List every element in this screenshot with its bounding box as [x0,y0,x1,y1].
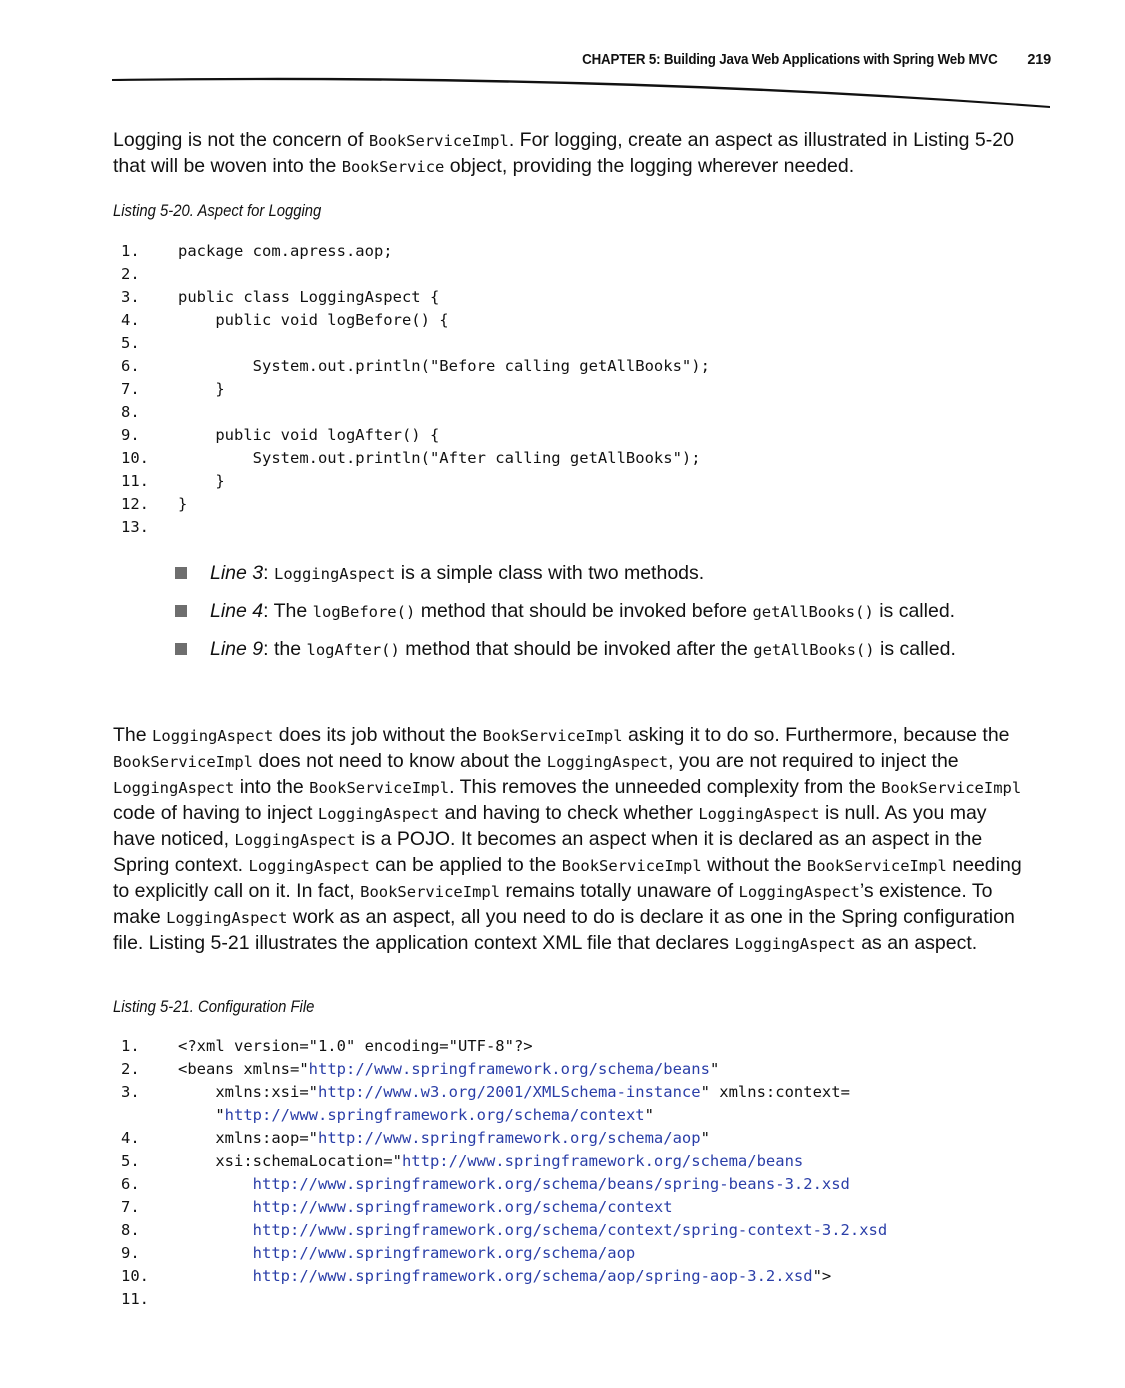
code-url: http://www.springframework.org/schema/aop/spring-aop-3.2.xsd [252,1267,813,1285]
paragraph-text: as an aspect. [855,932,978,954]
code-line [113,1150,1073,1173]
bullet-text: is called. [874,638,956,660]
listing-title: Listing 5-20. Aspect for Logging [113,202,322,220]
paragraph-text: is null. As you may have noticed, [113,802,987,850]
line-number: 1. [121,242,140,260]
code-url: http://www.w3.org/2001/XMLSchema-instance [317,1083,701,1101]
code-text [178,1127,1073,1150]
code-text: public class LoggingAspect { [178,288,440,306]
bullet-item [175,599,965,625]
bullet-text: method that should be invoked after the [399,638,754,660]
code-line [113,493,1073,516]
bullet-text: : The [263,600,313,622]
inline-code: LoggingAspect [546,753,669,771]
inline-code: BookServiceImpl [368,132,509,150]
code-fragment: " [178,1106,225,1124]
code-url: http://www.springframework.org/schema/context [224,1106,645,1124]
bullet-item [175,637,965,663]
code-text: } [178,380,225,398]
code-fragment: xsi:schemaLocation=" [178,1152,402,1170]
paragraph-text: does not need to know about the [252,750,547,772]
line-number: 10. [121,1267,149,1285]
bullet-label: Line 3 [210,562,264,584]
code-text: public void logAfter() { [178,426,440,444]
inline-code: logBefore() [312,603,416,621]
code-fragment: " [700,1129,710,1147]
code-text: System.out.println("Before calling getAllBooks"); [178,357,710,375]
code-text [178,263,1073,286]
code-fragment: " [644,1106,654,1124]
code-text [178,1219,1073,1242]
code-url: http://www.springframework.org/schema/beans [401,1152,804,1170]
inline-code: LoggingAspect [113,779,235,797]
paragraph-text: into the [234,776,310,798]
code-url: http://www.springframework.org/schema/beans [308,1060,710,1078]
inline-code: LoggingAspect [738,883,860,901]
code-text [178,401,1073,424]
code-line [113,1081,1073,1104]
code-url: http://www.springframework.org/schema/beans/spring-beans-3.2.xsd [252,1175,850,1193]
line-number: 2. [121,265,140,283]
inline-code: logAfter() [306,641,400,659]
square-bullet-icon [175,643,187,655]
inline-code: LoggingAspect [152,727,274,745]
paragraph-text: ’s existence. To make [113,880,993,928]
code-line [113,286,1073,309]
paragraph-text: can be applied to the [369,854,562,876]
inline-code: BookServiceImpl [806,857,947,875]
code-fragment [178,1267,253,1285]
code-line [113,1058,1073,1081]
square-bullet-icon [175,567,187,579]
code-text: public void logBefore() { [178,311,449,329]
line-number: 6. [121,1175,140,1193]
bullet-list [175,561,965,675]
bullet-text: is a simple class with two methods. [395,562,705,584]
line-number: 8. [121,403,140,421]
code-line [113,516,1073,539]
paragraph-text: , you are not required to inject the [668,750,959,772]
line-number: 13. [121,518,149,536]
intro-text: Logging is not the concern of [113,129,369,151]
code-listing-config [113,1035,1073,1311]
paragraph-text: work as an aspect, all you need to do is declare it as one in the Spring configuration file. Listing 5-21 illustrates the application context XML file that declares [113,906,1015,954]
line-number [113,1104,178,1127]
inline-code: BookServiceImpl [360,883,501,901]
code-line [113,1104,1073,1127]
line-number: 3. [121,288,140,306]
code-line [113,1173,1073,1196]
body-paragraph [113,723,1028,957]
line-number: 4. [121,1129,140,1147]
inline-code: LoggingAspect [234,831,356,849]
code-line [113,1219,1073,1242]
inline-code: LoggingAspect [734,935,856,953]
line-number: 5. [121,334,140,352]
code-fragment: <beans xmlns=" [178,1060,309,1078]
code-fragment: " [709,1060,720,1078]
inline-code: LoggingAspect [317,805,440,823]
code-text [178,1104,1073,1127]
code-url: http://www.springframework.org/schema/aop [317,1129,701,1147]
code-url: http://www.springframework.org/schema/aop [252,1244,636,1262]
line-number: 10. [121,449,149,467]
code-line [113,355,1073,378]
intro-text: . For logging, create an aspect as illustrated in Listing 5-20 that will be woven into the [113,129,1014,177]
code-fragment [178,1221,253,1239]
code-line [113,332,1073,355]
code-line [113,240,1073,263]
code-url: http://www.springframework.org/schema/context [252,1198,673,1216]
page-number: 219 [1027,52,1051,68]
code-text [178,1196,1073,1219]
paragraph-text: The [113,724,153,746]
code-line [113,263,1073,286]
code-line [113,447,1073,470]
paragraph-text: needing to explicitly call on it. In fact, [113,854,1022,902]
line-number: 2. [121,1060,140,1078]
code-line [113,424,1073,447]
code-line [113,1127,1073,1150]
line-number: 4. [121,311,140,329]
code-text [178,1035,1073,1058]
code-line [113,309,1073,332]
bullet-label: Line 9 [210,638,264,660]
code-fragment: xmlns:xsi=" [178,1083,318,1101]
bullet-text: is called. [873,600,956,622]
inline-code: LoggingAspect [698,805,820,823]
code-fragment [178,1198,253,1216]
line-number: 1. [121,1037,140,1055]
line-number: 3. [121,1083,140,1101]
code-line [113,1196,1073,1219]
paragraph-text: code of having to inject [113,802,318,824]
inline-code: BookService [341,158,445,176]
line-number: 11. [121,472,149,490]
code-line [113,1288,1073,1311]
bullet-text: : [263,562,274,584]
code-line [113,1265,1073,1288]
code-text [178,1242,1073,1265]
code-fragment: " xmlns:context= [700,1083,850,1101]
line-number: 9. [121,1244,140,1262]
code-text: System.out.println("After calling getAllBooks"); [178,449,701,467]
bullet-label: Line 4 [210,600,264,622]
line-number: 7. [121,1198,140,1216]
code-fragment [178,1175,253,1193]
code-text [178,1265,1073,1288]
code-fragment: xmlns:aop=" [178,1129,318,1147]
line-number: 8. [121,1221,140,1239]
inline-code: LoggingAspect [248,857,370,875]
inline-code: BookServiceImpl [561,857,702,875]
chapter-title: CHAPTER 5: Building Java Web Applications with Spring Web MVC [581,52,998,68]
intro-paragraph [113,128,1043,180]
paragraph-text: is a POJO. It becomes an aspect when it is declared as an aspect in the Spring context. [113,828,983,876]
line-number: 7. [121,380,140,398]
code-text [178,1081,1073,1104]
inline-code: getAllBooks() [753,641,875,659]
line-number: 12. [121,495,149,513]
code-text [178,516,1073,539]
code-fragment: "> [812,1267,832,1285]
code-line [113,470,1073,493]
line-number: 6. [121,357,140,375]
inline-code: LoggingAspect [273,565,396,583]
listing-title: Listing 5-21. Configuration File [113,998,315,1016]
code-text: } [178,495,188,513]
intro-text: object, providing the logging wherever needed. [444,155,855,177]
code-text [178,332,1073,355]
inline-code: BookServiceImpl [482,727,623,745]
paragraph-text: without the [701,854,807,876]
code-text [178,1150,1073,1173]
bullet-text: method that should be invoked before [415,600,753,622]
header-rule [0,70,1125,110]
bullet-item [175,561,965,587]
code-line [113,378,1073,401]
bullet-text: : the [263,638,307,660]
code-text: } [178,472,225,490]
line-number: 9. [121,426,140,444]
code-text [178,1058,1073,1081]
code-url: http://www.springframework.org/schema/context/spring-context-3.2.xsd [252,1221,888,1239]
code-line [113,1242,1073,1265]
code-text: package com.apress.aop; [178,242,393,260]
line-number: 11. [121,1290,149,1308]
paragraph-text: does its job without the [273,724,483,746]
code-listing-aspect [113,240,1073,539]
code-line [113,1035,1073,1058]
paragraph-text: remains totally unaware of [500,880,739,902]
line-number: 5. [121,1152,140,1170]
inline-code: LoggingAspect [166,909,288,927]
inline-code: BookServiceImpl [309,779,450,797]
paragraph-text: asking it to do so. Furthermore, because the [622,724,1010,746]
code-line [113,401,1073,424]
inline-code: BookServiceImpl [113,753,253,771]
code-text [178,1288,1073,1311]
inline-code: BookServiceImpl [881,779,1022,797]
inline-code: getAllBooks() [752,603,874,621]
square-bullet-icon [175,605,187,617]
paragraph-text: and having to check whether [439,802,699,824]
code-fragment: <?xml version="1.0" encoding="UTF-8"?> [178,1037,533,1055]
paragraph-text: . This removes the unneeded complexity from the [449,776,882,798]
code-fragment [178,1244,253,1262]
code-text [178,1173,1073,1196]
